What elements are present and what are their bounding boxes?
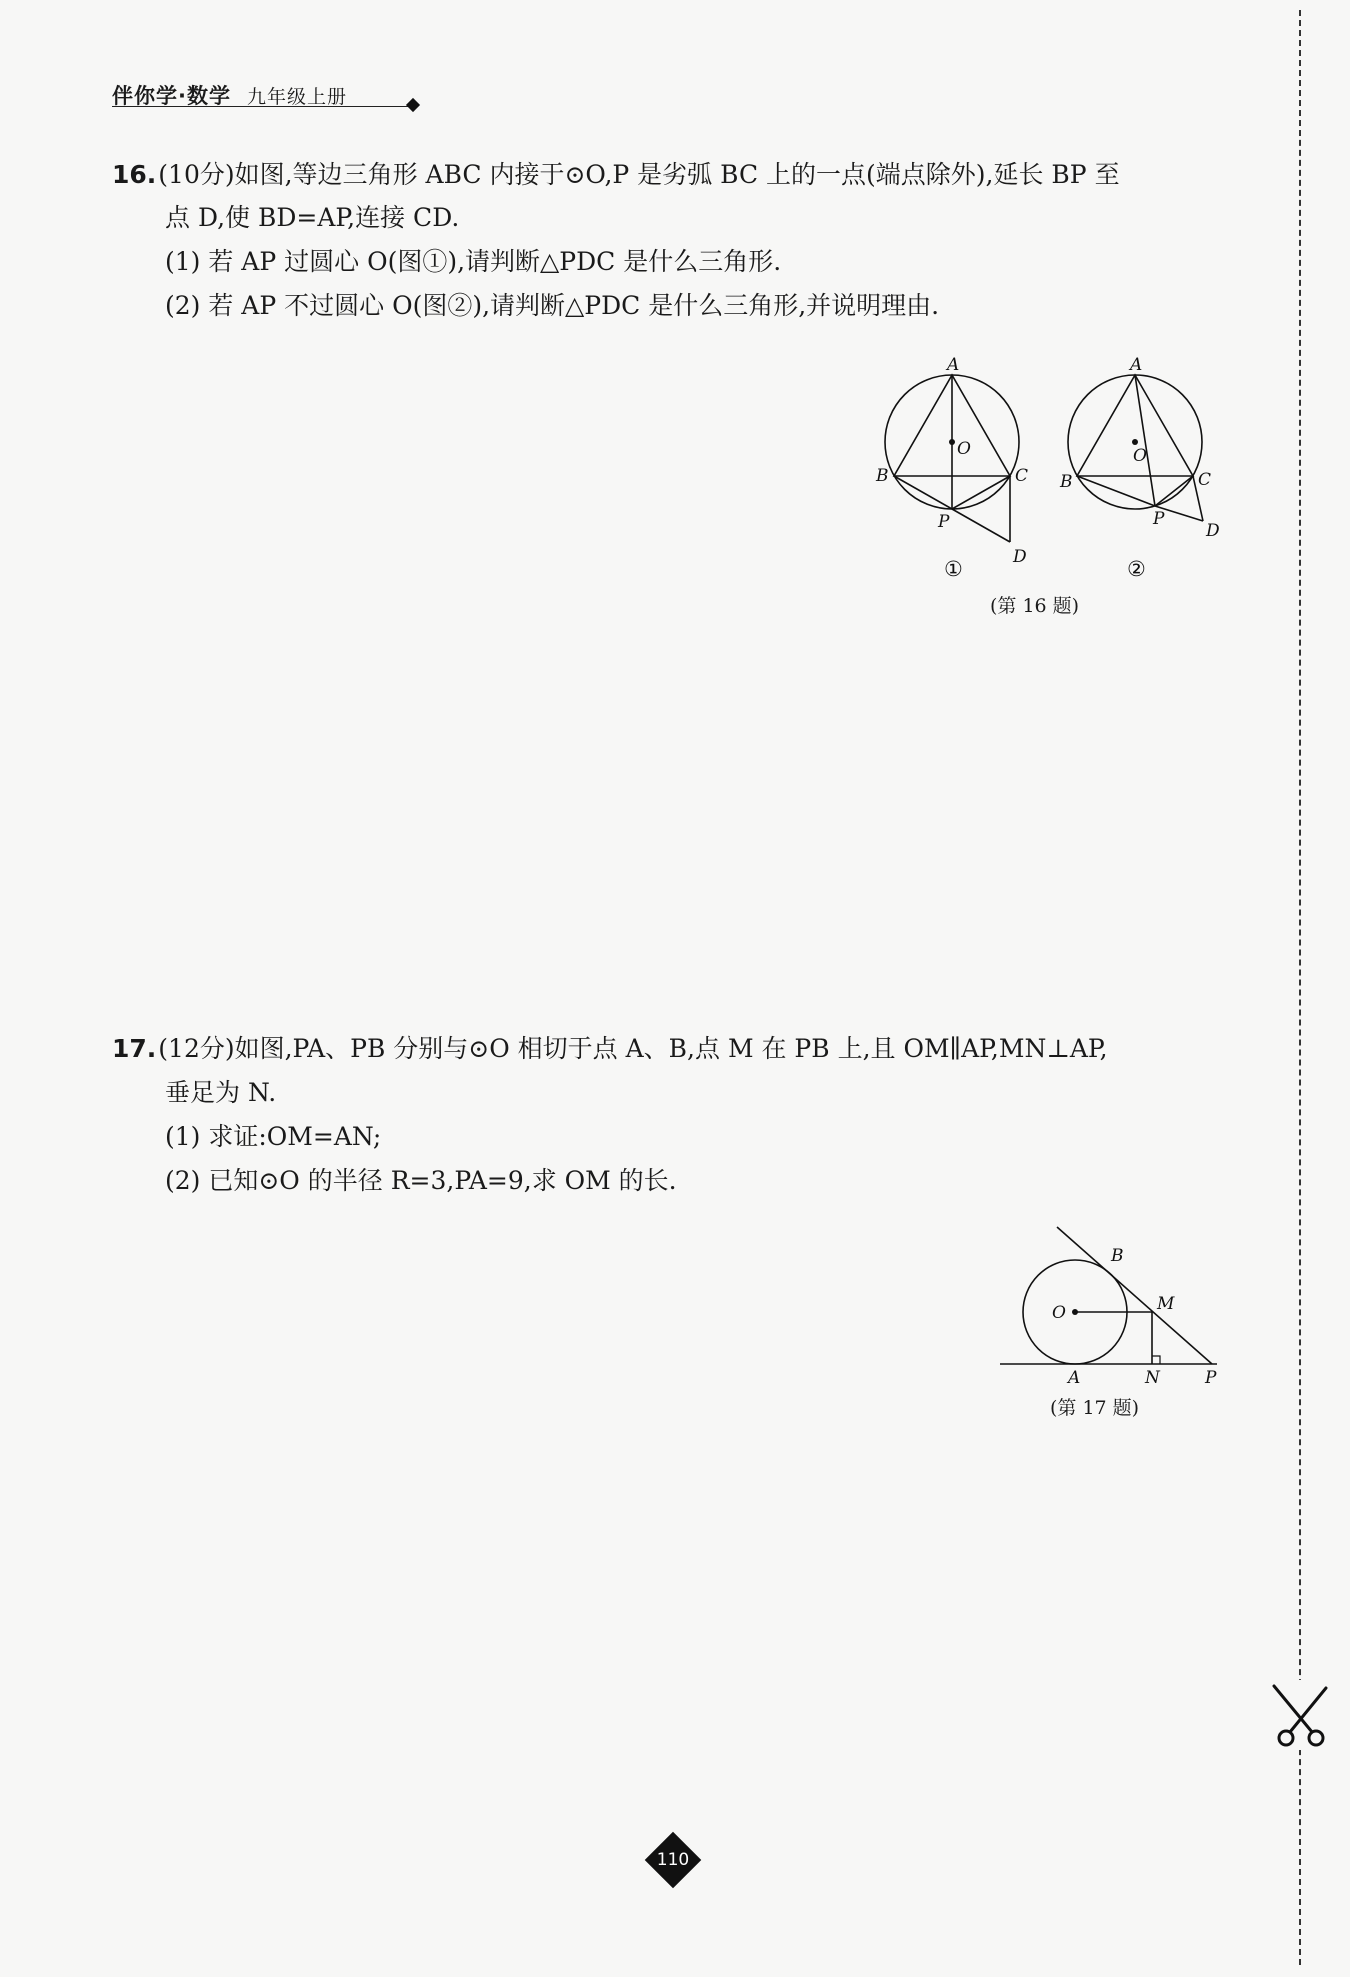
- book-title: 伴你学·数学: [112, 84, 231, 108]
- q17-caption: (第 17 题): [1050, 1397, 1140, 1419]
- q17-label-o: O: [1052, 1303, 1066, 1323]
- q16-fig2-label-b: B: [1060, 472, 1073, 492]
- q16-fig1-label-c: C: [1015, 466, 1029, 486]
- q16-fig2-label-a: A: [1130, 355, 1143, 375]
- q16-fig1-segment-bp: [894, 476, 952, 509]
- q17-tangent-pb: [1057, 1227, 1212, 1364]
- q16-fig2-label-c: C: [1198, 470, 1212, 490]
- q16-figure1-marker: ①: [944, 557, 963, 581]
- q16-figure2-marker: ②: [1127, 557, 1146, 581]
- q16-fig1-label-d: D: [1013, 547, 1027, 567]
- q17-label-m: M: [1157, 1294, 1175, 1314]
- q17-right-angle-mark: [1152, 1356, 1160, 1364]
- scissors-icon: [1268, 1680, 1332, 1750]
- q16-fig1-label-b: B: [876, 466, 889, 486]
- q17-figure: [995, 1220, 1235, 1390]
- q16-fig1-segment-pd: [952, 509, 1010, 542]
- page-number: 110: [656, 1850, 690, 1870]
- q17-part2: (2) 已知⊙O 的半径 R=3,PA=9,求 OM 的长.: [165, 1166, 677, 1195]
- q16-fig2-label-p: P: [1153, 509, 1165, 529]
- q16-number: 16.: [112, 160, 157, 189]
- q16-fig2-label-o: O: [1133, 446, 1147, 466]
- header-rule: [112, 106, 414, 107]
- q17-label-a: A: [1068, 1368, 1081, 1388]
- page-number-badge: [645, 1832, 701, 1888]
- q16-line2: 点 D,使 BD=AP,连接 CD.: [165, 203, 460, 232]
- q16-figure1: [885, 375, 1019, 542]
- q17-label-p: P: [1205, 1368, 1217, 1388]
- q17-number: 17.: [112, 1034, 157, 1063]
- q16-part2: (2) 若 AP 不过圆心 O(图②),请判断△PDC 是什么三角形,并说明理由.: [165, 291, 940, 320]
- q16-fig1-label-p: P: [938, 512, 950, 532]
- q16-fig1-center-dot: [949, 439, 955, 445]
- q16-fig2-segment-ap: [1135, 375, 1155, 506]
- q16-figure: [860, 350, 1250, 630]
- q16-line1: [112, 160, 1120, 190]
- q16-fig1-label-a: A: [947, 355, 960, 375]
- q16-stem: (10分)如图,等边三角形 ABC 内接于⊙O,P 是劣弧 BC 上的一点(端点除外),延长 BP 至: [158, 160, 1120, 189]
- book-subtitle: 九年级上册: [246, 86, 347, 108]
- q16-fig2-label-d: D: [1206, 521, 1220, 541]
- q16-caption: (第 16 题): [990, 595, 1080, 617]
- q17-center-dot: [1072, 1309, 1078, 1315]
- q17-stem: (12分)如图,PA、PB 分别与⊙O 相切于点 A、B,点 M 在 PB 上,且 OM∥AP,MN⊥AP,: [158, 1034, 1108, 1063]
- q16-fig1-segment-cp: [952, 476, 1010, 509]
- q17-line2: 垂足为 N.: [165, 1078, 277, 1107]
- header-diamond-icon: [406, 98, 420, 112]
- q17-line1: [112, 1034, 1108, 1064]
- q16-part1: (1) 若 AP 过圆心 O(图①),请判断△PDC 是什么三角形.: [165, 247, 782, 276]
- q16-fig2-center-dot: [1132, 439, 1138, 445]
- q16-fig2-segment-cp: [1155, 476, 1193, 506]
- q16-fig1-label-o: O: [957, 439, 971, 459]
- q17-part1: (1) 求证:OM=AN;: [165, 1122, 382, 1151]
- q17-label-b: B: [1111, 1246, 1124, 1266]
- q17-label-n: N: [1145, 1368, 1160, 1388]
- cut-line: [1299, 10, 1301, 1965]
